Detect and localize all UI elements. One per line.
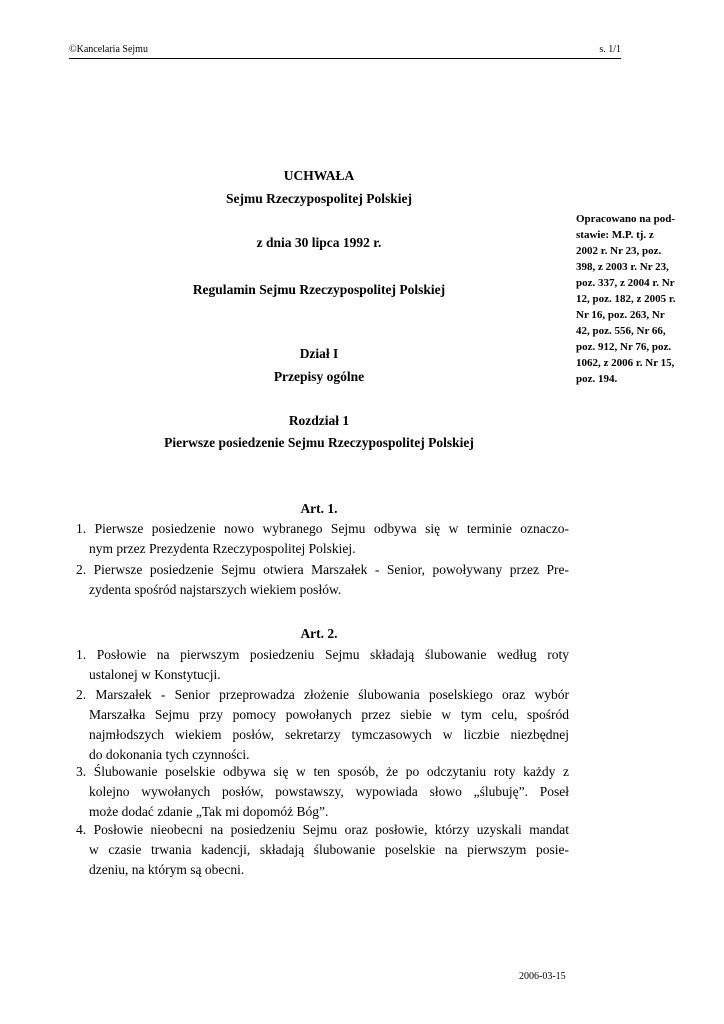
article-2-heading: Art. 2.	[300, 626, 338, 641]
source-note-line: poz. 194.	[576, 373, 618, 385]
chapter-number: Rozdział 1	[288, 413, 350, 428]
paragraph-line: kolejno wywołanych posłów, powstawszy, wypowiada słowo „ślubuję”. Poseł	[89, 784, 569, 799]
article-1-paragraph-1	[76, 519, 569, 559]
paragraph-line: 4. Posłowie nieobecni na posiedzeniu Sejmu oraz posłowie, którzy uzyskali mandat	[76, 822, 569, 837]
article-2-paragraph-3	[76, 762, 569, 822]
source-note-line: 42, poz. 556, Nr 66,	[576, 325, 666, 337]
document-subject: Regulamin Sejmu Rzeczypospolitej Polskiej	[192, 282, 446, 297]
paragraph-line: w czasie trwania kadencji, składają ślubowanie poselskie na pierwszym posie-	[89, 842, 569, 857]
paragraph-line: 1. Pierwsze posiedzenie nowo wybranego Sejmu odbywa się w terminie oznaczo-	[76, 521, 569, 536]
article-2-paragraph-1	[76, 645, 569, 685]
article-2-paragraph-4	[76, 820, 569, 880]
paragraph-line: ustalonej w Konstytucji.	[89, 667, 221, 682]
source-note-line: stawie: M.P. tj. z	[576, 229, 654, 241]
document-type-title: UCHWAŁA	[283, 168, 355, 183]
source-note-line: poz. 337, z 2004 r. Nr	[576, 277, 675, 289]
source-note-line: 2002 r. Nr 23, poz.	[576, 245, 662, 257]
source-note-line: 398, z 2003 r. Nr 23,	[576, 261, 669, 273]
article-1-heading: Art. 1.	[300, 501, 338, 516]
paragraph-line: 3. Ślubowanie poselskie odbywa się w ten sposób, że po odczytaniu roty każdy z	[76, 764, 569, 779]
paragraph-line: nym przez Prezydenta Rzeczypospolitej Polskiej.	[89, 541, 356, 556]
paragraph-line: 2. Pierwsze posiedzenie Sejmu otwiera Marszałek - Senior, powoływany przez Pre-	[76, 562, 569, 577]
chapter-name: Pierwsze posiedzenie Sejmu Rzeczypospolitej Polskiej	[164, 435, 474, 450]
paragraph-line: 2. Marszałek - Senior przeprowadza złożenie ślubowania poselskiego oraz wybór	[76, 687, 569, 702]
footer-date: 2006-03-15	[519, 971, 566, 982]
source-note-line: Opracowano na pod-	[576, 213, 676, 225]
division-name: Przepisy ogólne	[273, 369, 365, 384]
page-header	[69, 44, 621, 59]
paragraph-line: może dodać zdanie „Tak mi dopomóż Bóg”.	[89, 804, 329, 819]
article-2-paragraph-2	[76, 685, 569, 765]
paragraph-line: Marszałka Sejmu przy pomocy powołanych przez siebie w tym celu, spośród	[89, 707, 569, 722]
document-date: z dnia 30 lipca 1992 r.	[256, 235, 382, 250]
paragraph-line: do dokonania tych czynności.	[89, 747, 250, 762]
paragraph-line: najmłodszych wiekiem posłów, sekretarzy tymczasowych w liczbie niezbędnej	[89, 727, 569, 742]
source-note-line: 1062, z 2006 r. Nr 15,	[576, 357, 675, 369]
header-page-number: s. 1/1	[599, 44, 621, 55]
article-1-paragraph-2	[76, 560, 569, 600]
header-publisher: ©Kancelaria Sejmu	[69, 44, 148, 55]
source-note-line: poz. 912, Nr 76, poz.	[576, 341, 672, 353]
source-note	[576, 211, 694, 387]
division-number: Dział I	[299, 346, 339, 361]
paragraph-line: zydenta spośród najstarszych wiekiem posłów.	[89, 582, 342, 597]
source-note-line: Nr 16, poz. 263, Nr	[576, 309, 665, 321]
paragraph-line: dzeniu, na którym są obecni.	[89, 862, 245, 877]
paragraph-line: 1. Posłowie na pierwszym posiedzeniu Sejmu składają ślubowanie według roty	[76, 647, 569, 662]
source-note-line: 12, poz. 182, z 2005 r.	[576, 293, 676, 305]
issuer-title: Sejmu Rzeczypospolitej Polskiej	[226, 191, 412, 206]
